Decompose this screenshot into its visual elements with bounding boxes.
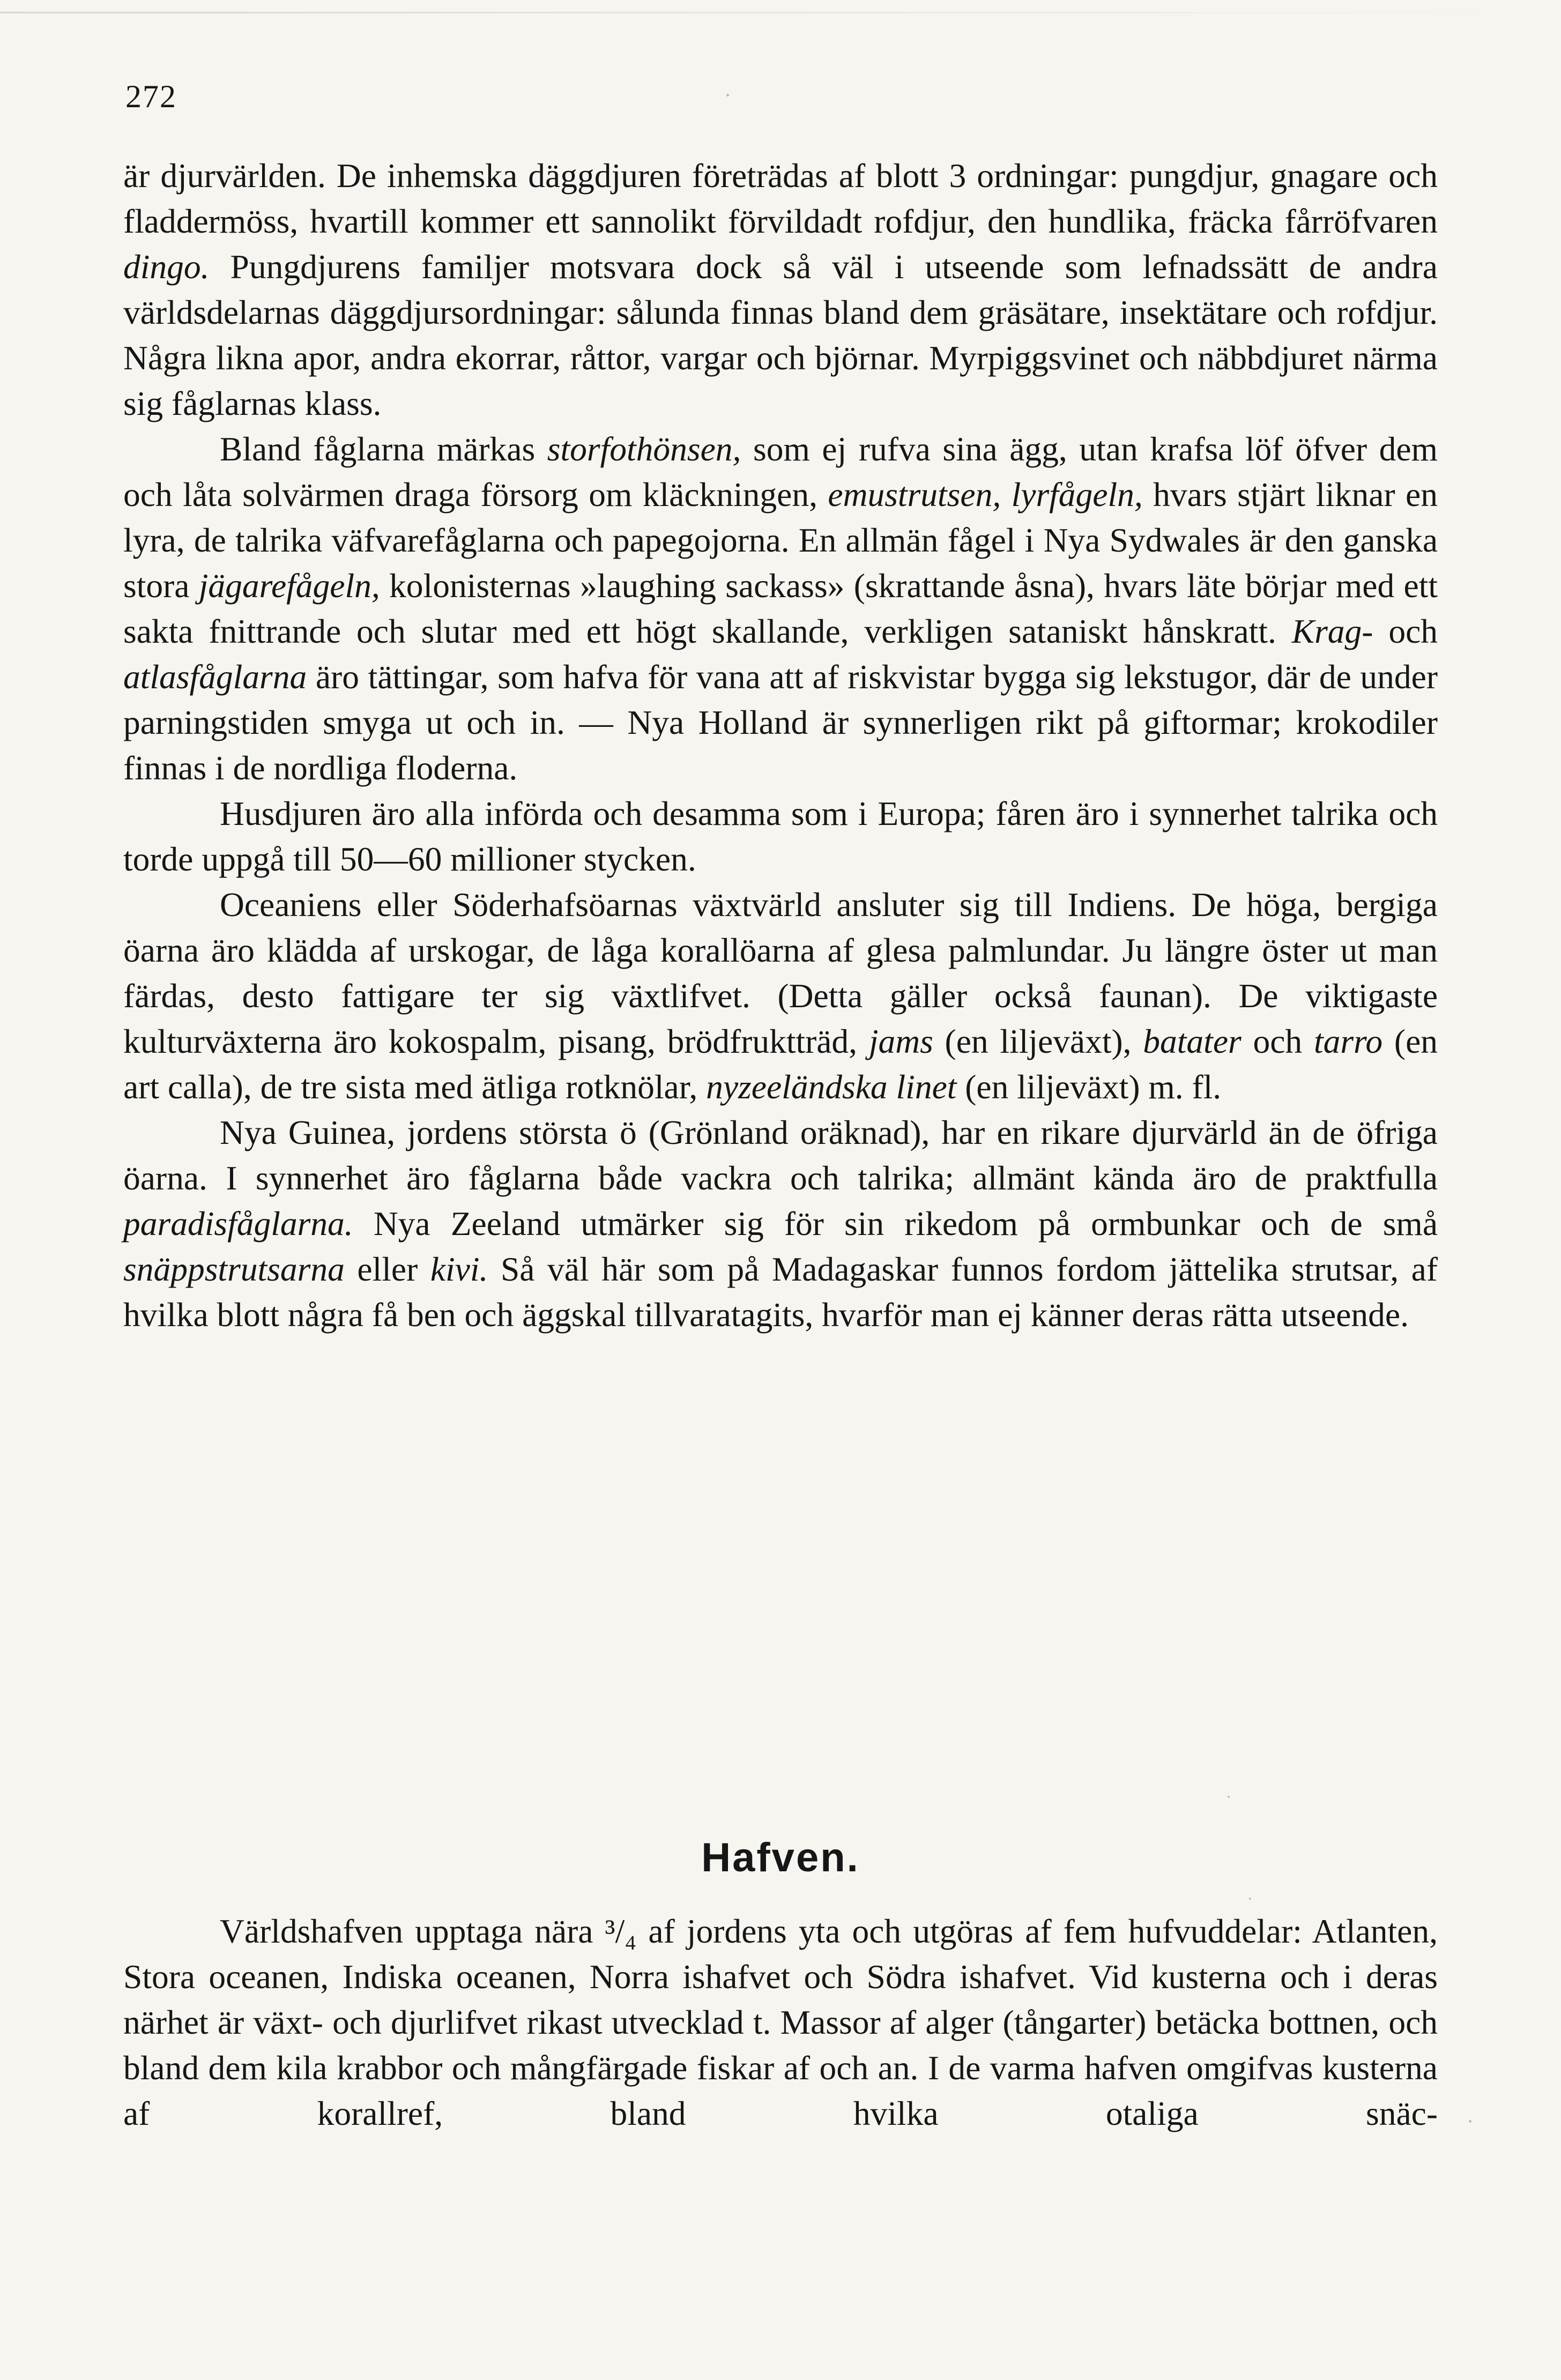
text-run: Bland fåglarna märkas [220, 430, 547, 468]
scan-edge-line [0, 12, 1561, 13]
text-run: Nya Guinea, jordens största ö (Grönland oräknad), har en rikare djurvärld än de öfriga öarna. I synnerhet äro fåglarna både vackra och talrika; allmänt kända äro de praktfulla [123, 1113, 1438, 1197]
scan-speck [1469, 2120, 1471, 2123]
text-run: och [1373, 612, 1438, 650]
text-run: Nya Zeeland utmärker sig för sin rikedom på ormbunkar och de små [353, 1204, 1438, 1243]
paragraph-djurvarlden [123, 153, 1438, 426]
paragraph-husdjuren [123, 791, 1438, 882]
italic-term: Krag- [1291, 612, 1373, 650]
italic-term: snäppstrutsarna [123, 1250, 345, 1288]
italic-term: dingo. [123, 248, 210, 286]
italic-term: paradisfåglarna. [123, 1204, 353, 1243]
text-run: äro tättingar, som hafva för vana att af riskvistar bygga sig lekstugor, där de under parningstiden smyga ut och in. — Nya Holland är synnerligen rikt på giftormar; krokodiler finnas i de nordliga floderna. [123, 658, 1438, 787]
text-run: eller [344, 1250, 430, 1288]
text-run: (en art calla), de tre sista med ätliga rotknölar, [123, 1022, 1438, 1106]
italic-term: tarro [1313, 1022, 1383, 1060]
text-run: (en liljeväxt), [933, 1022, 1143, 1060]
paragraph-nya-guinea [123, 1110, 1438, 1337]
italic-term: kivi. [430, 1250, 488, 1288]
section-text-block [123, 1908, 1438, 2136]
text-run: hvars stjärt liknar en lyra, de talrika väfvarefåglarna och papegojorna. En allmän fågel i Nya Sydwales är den ganska stora [123, 475, 1438, 605]
italic-term: batater [1143, 1022, 1242, 1060]
text-run: Pungdjurens familjer motsvara dock så väl i utseende som lefnadssätt de andra världsdelarnas däggdjursordningar: sålunda finnas bland dem gräsätare, insektätare och rofdjur. Några likna apor, andra ekorrar, råttor, vargar och björnar. Myrpiggsvinet och näbbdjuret närma sig fåglarnas klass. [123, 248, 1438, 422]
paragraph-oceaniens-vaxtvarld [123, 882, 1438, 1110]
section-heading: Hafven. [701, 1835, 860, 1880]
italic-term: nyzeeländska linet [706, 1068, 957, 1106]
text-run: Husdjuren äro alla införda och desamma som i Europa; fåren äro i synnerhet talrika och torde uppgå till 50—60 millioner stycken. [123, 794, 1438, 878]
italic-term: emustrutsen, lyrfågeln, [828, 475, 1143, 514]
text-run: Så väl här som på Madagaskar funnos fordom jättelika strutsar, af hvilka blott några få ben och äggskal tillvaratagits, hvarför man ej känner deras rätta utseende. [123, 1250, 1438, 1334]
text-run: Oceaniens eller Söderhafsöarnas växtvärld ansluter sig till Indiens. De höga, bergiga öarna äro klädda af urskogar, de låga korallöarna af glesa palmlundar. Ju längre öster ut man färdas, desto fattigare ter sig växtlifvet. (Detta gäller också faunan). De viktigaste kulturväxterna äro kokospalm, pisang, brödfruktträd, [123, 886, 1438, 1060]
italic-term: jams [868, 1022, 933, 1060]
text-run: och [1241, 1022, 1314, 1060]
text-run: kolonisternas »laughing sackass» (skrattande åsna), hvars läte börjar med ett sakta fnittrande och slutar med ett högt skallande, verkligen sataniskt hånskratt. [123, 567, 1438, 650]
paragraph-faglar [123, 426, 1438, 791]
page-number: 272 [125, 79, 177, 114]
scan-speck [726, 94, 729, 96]
scan-speck [1249, 1898, 1251, 1900]
text-run: (en liljeväxt) m. fl. [956, 1068, 1222, 1106]
main-text-block [123, 153, 1438, 1337]
text-run: Världshafven upptaga nära ³/₄ af jordens yta och utgöras af fem hufvuddelar: Atlanten, Stora oceanen, Indiska oceanen, Norra ishafvet och Södra ishafvet. Vid kusterna och i deras närhet är växt- och djurlifvet rikast utvecklad t. Massor af alger (tångarter) betäcka bottnen, och bland dem kila krabbor och mångfärgade fiskar af och an. I de varma hafven omgifvas kusterna af korallref, bland hvilka otaliga snäc- [123, 1912, 1438, 2132]
text-run: som ej rufva sina ägg, utan krafsa löf öfver dem och låta solvärmen draga försorg om kläckningen, [123, 430, 1438, 514]
italic-term: jägarefågeln, [198, 567, 380, 605]
italic-term: atlasfåglarna [123, 658, 307, 696]
paragraph-varldshafven [123, 1908, 1438, 2136]
scan-speck [1228, 1796, 1230, 1798]
italic-term: storfothönsen, [547, 430, 741, 468]
text-run: är djurvärlden. De inhemska däggdjuren företrädas af blott 3 ordningar: pungdjur, gnagare och fladdermöss, hvartill kommer ett sannolikt förvildadt rofdjur, den hundlika, fräcka fårröfvaren [123, 157, 1438, 240]
